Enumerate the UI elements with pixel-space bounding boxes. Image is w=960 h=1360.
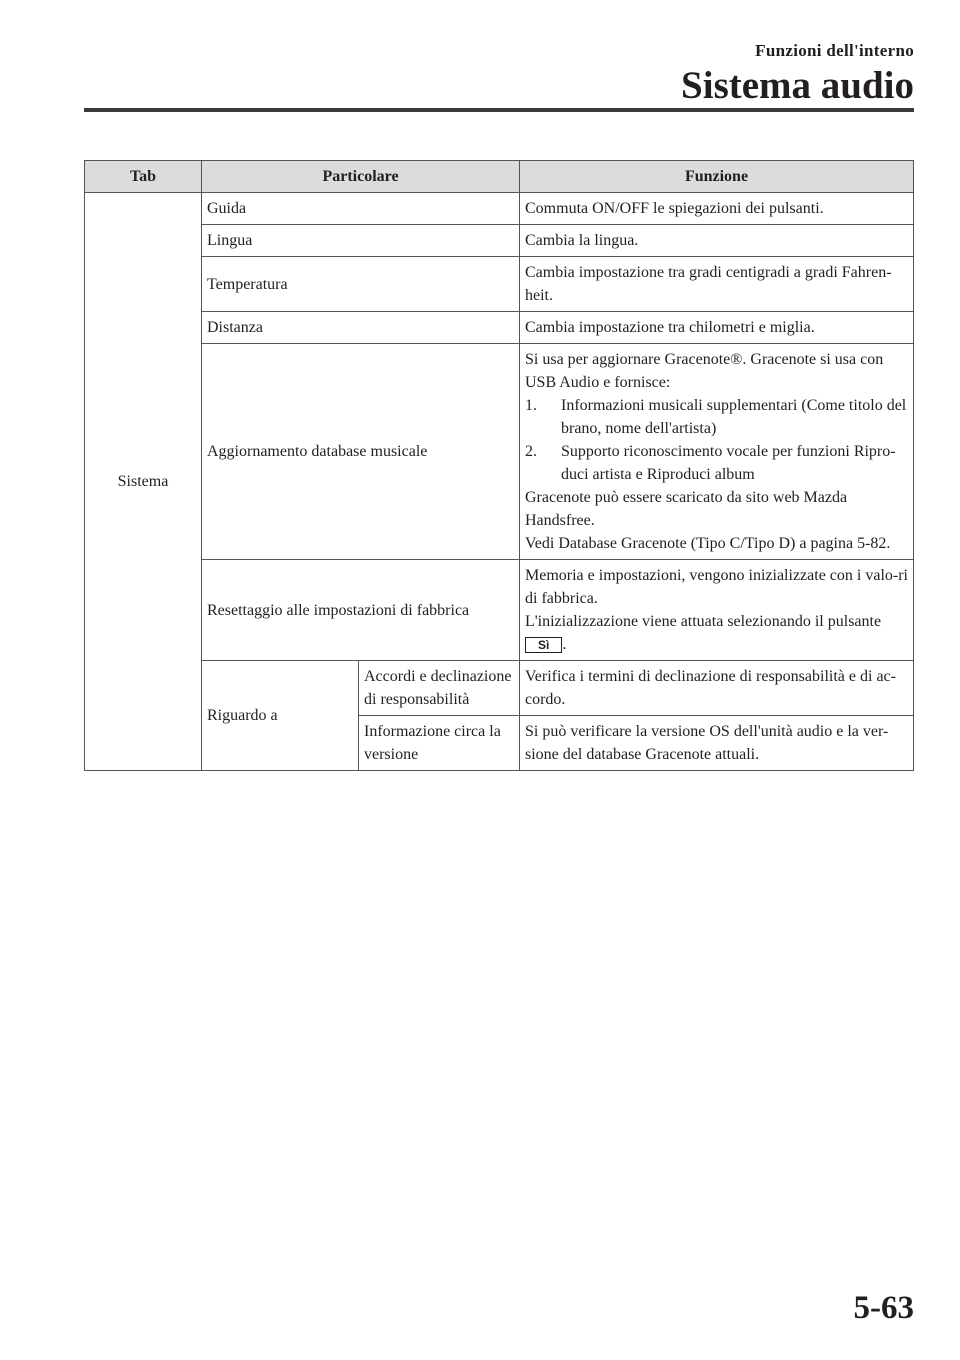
col-header-tab: Tab — [85, 161, 202, 193]
list-text: Informazioni musicali supplementari (Come titolo del brano, nome dell'artista) — [561, 397, 907, 437]
feature-list — [525, 394, 908, 486]
button-reference — [525, 633, 908, 656]
si-button-label: Sì — [525, 637, 562, 653]
col-header-item: Particolare — [202, 161, 520, 193]
function-cell: Commuta ON/OFF le spiegazioni dei pulsanti. — [520, 193, 914, 225]
function-cell: Cambia la lingua. — [520, 225, 914, 257]
function-cell: Cambia impostazione tra chilometri e miglia. — [520, 312, 914, 344]
list-item — [525, 394, 908, 440]
function-cell: Verifica i termini di declinazione di responsabilità e di ac-cordo. — [520, 661, 914, 716]
list-text: Supporto riconoscimento vocale per funzioni Ripro-duci artista e Riproduci album — [561, 443, 896, 483]
function-text: Memoria e impostazioni, vengono inizializzate con i valo-ri di fabbrica. — [525, 567, 908, 607]
function-note: Vedi Database Gracenote (Tipo C/Tipo D) a pagina 5-82. — [525, 535, 891, 552]
list-item — [525, 440, 908, 486]
table-row — [85, 560, 914, 661]
table-row — [85, 193, 914, 225]
chapter-title: Sistema audio — [681, 64, 914, 107]
function-cell — [520, 344, 914, 560]
item-cell: Guida — [202, 193, 520, 225]
item-cell: Resettaggio alle impostazioni di fabbrica — [202, 560, 520, 661]
function-cell: Cambia impostazione tra gradi centigradi a gradi Fahren-heit. — [520, 257, 914, 312]
table-row — [85, 225, 914, 257]
table-header-row — [85, 161, 914, 193]
table-row — [85, 257, 914, 312]
function-note: Gracenote può essere scaricato da sito web Mazda Handsfree. — [525, 489, 848, 529]
item-cell: Lingua — [202, 225, 520, 257]
item-cell: Aggiornamento database musicale — [202, 344, 520, 560]
header-rule — [84, 108, 914, 112]
col-header-function: Funzione — [520, 161, 914, 193]
settings-table — [84, 160, 914, 771]
item-cell: Riguardo a — [202, 661, 359, 771]
section-label: Funzioni dell'interno — [755, 41, 914, 60]
subitem-cell: Informazione circa la versione — [359, 716, 520, 771]
function-cell: Si può verificare la versione OS dell'unità audio e la ver-sione del database Gracenote attuali. — [520, 716, 914, 771]
button-period: . — [562, 636, 567, 653]
subitem-cell: Accordi e declinazione di responsabilità — [359, 661, 520, 716]
table-row — [85, 344, 914, 560]
function-intro: Si usa per aggiornare Gracenote®. Gracenote si usa con USB Audio e fornisce: — [525, 351, 884, 391]
tab-cell-sistema: Sistema — [85, 193, 202, 771]
item-cell: Temperatura — [202, 257, 520, 312]
function-cell — [520, 560, 914, 661]
item-cell: Distanza — [202, 312, 520, 344]
function-text: L'inizializzazione viene attuata selezionando il pulsante — [525, 613, 882, 630]
page-number: 5-63 — [853, 1290, 914, 1326]
list-number: 1. — [525, 397, 537, 414]
list-number: 2. — [525, 443, 537, 460]
table-row — [85, 661, 914, 716]
table-row — [85, 312, 914, 344]
page-header — [681, 40, 914, 108]
